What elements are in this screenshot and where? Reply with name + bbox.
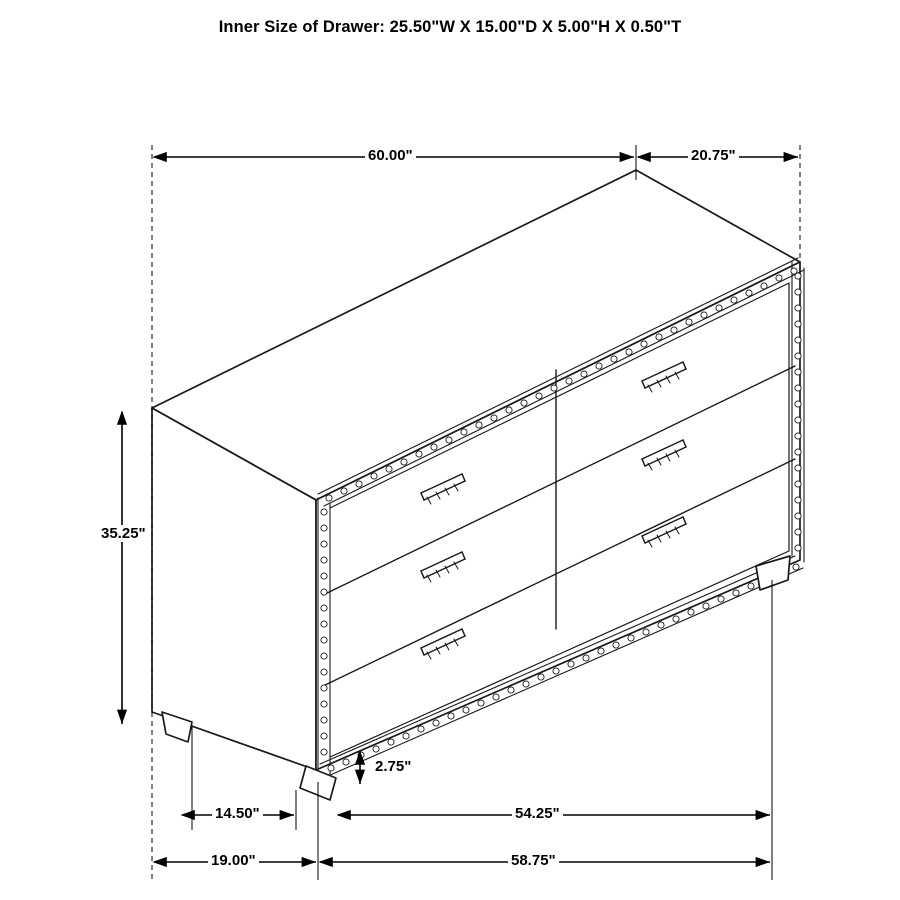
dim-label-side-depth: 14.50" — [212, 805, 263, 822]
dim-label-leg-height: 2.75" — [372, 758, 414, 775]
dim-label-front-width: 54.25" — [512, 805, 563, 822]
dim-label-height: 35.25" — [98, 525, 149, 542]
dim-label-base-width: 58.75" — [508, 852, 559, 869]
dim-label-base-depth: 19.00" — [208, 852, 259, 869]
dim-label-top-depth: 20.75" — [688, 147, 739, 164]
page-title: Inner Size of Drawer: 25.50"W X 15.00"D X 5.00"H X 0.50"T — [218, 18, 682, 36]
dim-label-top-width: 60.00" — [365, 147, 416, 164]
